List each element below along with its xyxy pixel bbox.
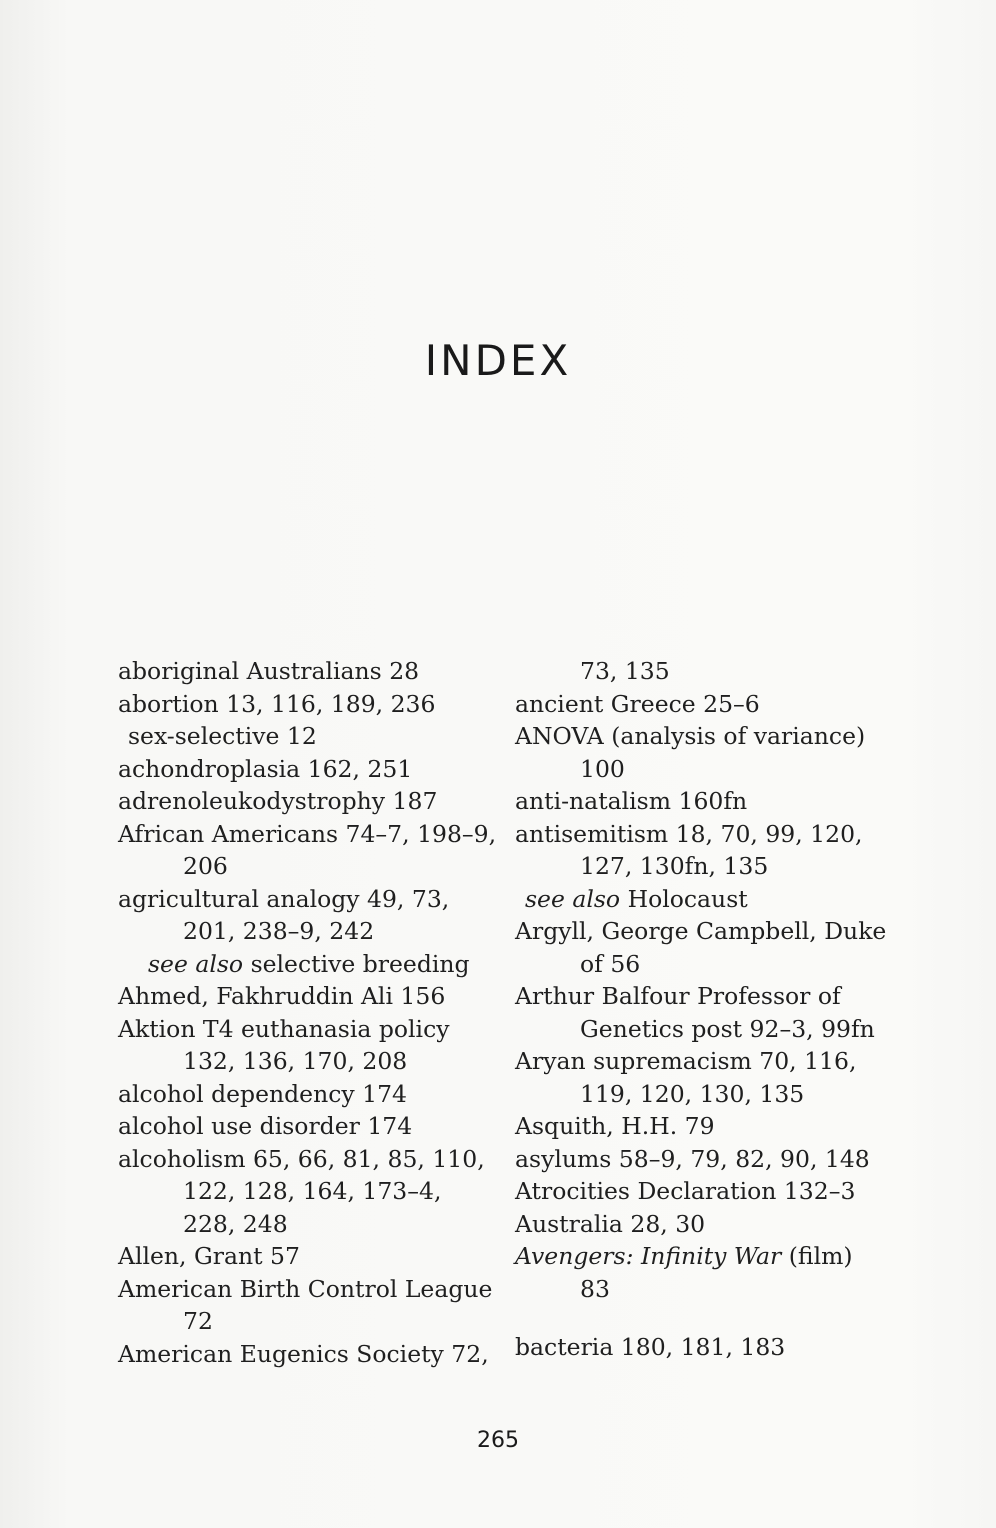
index-entry: African Americans 74–7, 198–9, bbox=[118, 819, 497, 848]
see-also-label: see also bbox=[525, 884, 621, 913]
index-entry: adrenoleukodystrophy 187 bbox=[118, 787, 438, 815]
index-subentry: sex-selective 12 bbox=[128, 722, 317, 750]
index-entry-continuation: 206 bbox=[183, 852, 228, 880]
index-entry-continuation: 132, 136, 170, 208 bbox=[183, 1047, 408, 1075]
index-entry: abortion 13, 116, 189, 236 bbox=[118, 689, 436, 718]
index-column-left bbox=[118, 655, 497, 1370]
index-entry: Allen, Grant 57 bbox=[118, 1242, 300, 1270]
index-entry-continuation: of 56 bbox=[580, 949, 641, 978]
page-heading: INDEX bbox=[424, 336, 572, 385]
page-number: 265 bbox=[477, 1428, 519, 1453]
index-entry-continuation: 100 bbox=[580, 754, 625, 783]
index-entry-continuation: 122, 128, 164, 173–4, bbox=[183, 1177, 442, 1205]
index-entry-continuation: 119, 120, 130, 135 bbox=[580, 1079, 805, 1108]
index-entry: American Eugenics Society 72, bbox=[118, 1339, 489, 1368]
index-entry: antisemitism 18, 70, 99, 120, bbox=[515, 819, 863, 848]
index-entry: Aryan supremacism 70, 116, bbox=[515, 1047, 857, 1075]
index-entry: asylums 58–9, 79, 82, 90, 148 bbox=[515, 1144, 870, 1173]
section-gap bbox=[515, 1305, 887, 1331]
index-entry bbox=[515, 1240, 887, 1273]
index-entry-continuation: 127, 130fn, 135 bbox=[580, 852, 769, 880]
index-entry-continuation: 201, 238–9, 242 bbox=[183, 917, 375, 945]
index-entry: alcohol use disorder 174 bbox=[118, 1112, 413, 1140]
index-entry: Aktion T4 euthanasia policy bbox=[118, 1014, 450, 1043]
index-entry: ANOVA (analysis of variance) bbox=[515, 722, 866, 750]
index-entry: American Birth Control League bbox=[118, 1274, 493, 1303]
film-title: Avengers: Infinity War bbox=[515, 1242, 782, 1270]
index-entry: Atrocities Declaration 132–3 bbox=[515, 1177, 856, 1205]
index-entry: aboriginal Australians 28 bbox=[118, 657, 420, 685]
see-also-label: see also bbox=[148, 949, 244, 978]
index-see-also bbox=[515, 883, 887, 916]
film-note: (film) bbox=[788, 1242, 853, 1270]
index-entry: ancient Greece 25–6 bbox=[515, 689, 760, 718]
index-entry: alcohol dependency 174 bbox=[118, 1079, 407, 1108]
index-entry: alcoholism 65, 66, 81, 85, 110, bbox=[118, 1144, 485, 1173]
index-entry-continuation: 73, 135 bbox=[580, 657, 670, 685]
index-entry-continuation: Genetics post 92–3, 99fn bbox=[580, 1014, 875, 1043]
index-entry: bacteria 180, 181, 183 bbox=[515, 1333, 786, 1361]
index-entry: Argyll, George Campbell, Duke bbox=[515, 917, 887, 945]
index-entry: Asquith, H.H. 79 bbox=[515, 1112, 715, 1140]
index-entry: Ahmed, Fakhruddin Ali 156 bbox=[118, 982, 446, 1010]
index-entry-continuation: 83 bbox=[580, 1274, 610, 1303]
index-column-right bbox=[515, 655, 887, 1364]
index-entry: Australia 28, 30 bbox=[515, 1209, 706, 1238]
index-entry: agricultural analogy 49, 73, bbox=[118, 884, 450, 913]
index-entry-continuation: 228, 248 bbox=[183, 1209, 288, 1238]
index-see-also bbox=[118, 948, 490, 981]
see-also-target: Holocaust bbox=[627, 884, 748, 913]
index-entry: anti-natalism 160fn bbox=[515, 787, 748, 815]
index-entry: achondroplasia 162, 251 bbox=[118, 754, 413, 783]
index-entry-continuation: 72 bbox=[183, 1307, 213, 1335]
see-also-target: selective breeding bbox=[250, 949, 470, 978]
index-entry: Arthur Balfour Professor of bbox=[515, 982, 841, 1010]
